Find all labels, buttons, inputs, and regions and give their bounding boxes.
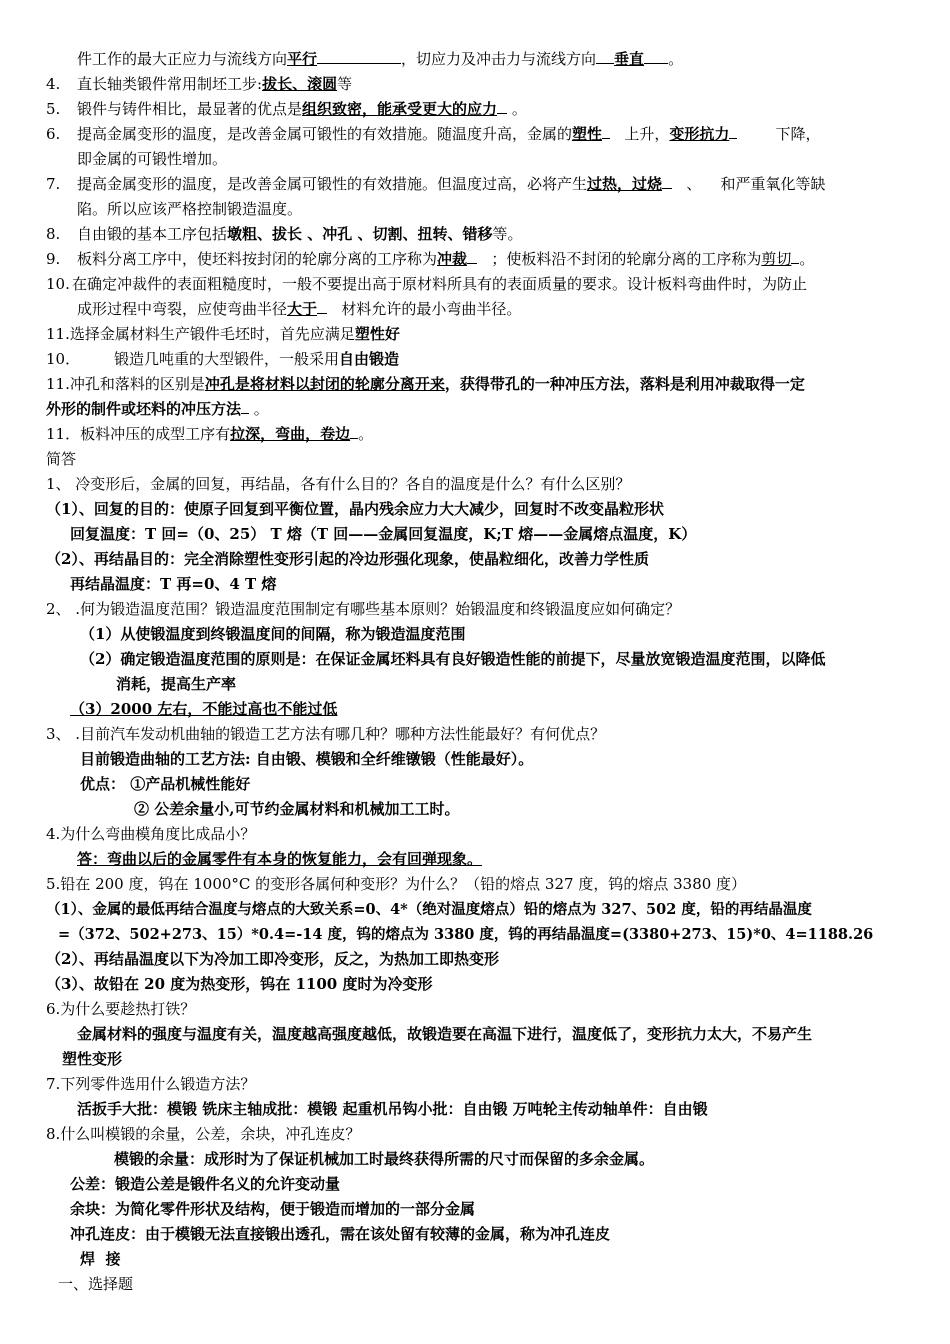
fill-blank-item-7-cont: 陷。所以应该严格控制锻造温度。 bbox=[77, 200, 303, 218]
answer-line: 塑性变形 bbox=[62, 1050, 123, 1068]
fill-blank-item-4: 4. 直长轴类锻件常用制坯工步:拔长、滚圆等 bbox=[0, 72, 950, 97]
answer-line: 再结晶温度：T 再=0、4 T 熔 bbox=[70, 575, 277, 593]
fill-blank-item-10: 10. 在确定冲裁件的表面粗糙度时，一般不要提出高于原材料所具有的表面质量的要求。设计板料弯曲件时，为防止 bbox=[46, 275, 808, 293]
fill-blank-item-10-cont: 成形过程中弯裂，应使弯曲半径大于 材料允许的最小弯曲半径。 bbox=[0, 297, 950, 322]
fill-blank-item-6-cont: 即金属的可锻性增加。 bbox=[77, 150, 228, 168]
fill-blank-item-6: 6. 提高金属变形的温度，是改善金属可锻性的有效措施。随温度升高，金属的塑性 上升，变形抗力 下降， bbox=[0, 122, 950, 147]
subsection-choice-questions: 一、选择题 bbox=[58, 1275, 134, 1293]
answer-line: （3）、故铅在 20 度为热变形，钨在 1100 度时为冷变形 bbox=[46, 975, 433, 993]
blank-underline bbox=[596, 47, 614, 64]
answer-line: 金属材料的强度与温度有关，温度越高强度越低，故锻造要在高温下进行，温度低了，变形抗力太大，不易产生 bbox=[77, 1025, 813, 1043]
fill-blank-item-11b: 11.冲孔和落料的区别是冲孔是将材料以封闭的轮廓分离开来，获得带孔的一种冲压方法，落料是利用冲裁取得一定 bbox=[0, 372, 950, 397]
fill-blank-item-9: 9. 板料分离工序中，使坯料按封闭的轮廓分离的工序称为冲裁 ；使板料沿不封闭的轮廓分离的工序称为剪切 。 bbox=[0, 247, 950, 272]
answer-line: （1）从使锻温度到终锻温度间的间隔，称为锻造温度范围 bbox=[80, 625, 466, 643]
question-5: 5.铅在 200 度，钨在 1000°C 的变形各属何种变形？为什么？（铅的熔点 327 度，钨的熔点 3380 度） bbox=[46, 875, 747, 893]
answer-blank: 塑性 bbox=[572, 125, 603, 143]
answer-blank: 剪切 bbox=[761, 250, 792, 268]
answer-blank: 拔长、滚圆 bbox=[262, 75, 338, 93]
answer-blank: 平行 bbox=[287, 50, 318, 68]
question-8: 8.什么叫模锻的余量，公差，余块，冲孔连皮？ bbox=[46, 1125, 361, 1143]
answer-blank: 冲孔是将材料以封闭的轮廓分离开来 bbox=[204, 375, 445, 393]
fill-blank-line-1: 件工作的最大正应力与流线方向平行 ，切应力及冲击力与流线方向 垂直 。 bbox=[0, 47, 950, 72]
answer-line: ② 公差余量小,可节约金属材料和机械加工工时。 bbox=[134, 800, 460, 818]
fill-blank-item-11c: 11．板料冲压的成型工序有拉深，弯曲，卷边 。 bbox=[0, 422, 950, 447]
answer-blank: 墩粗、拔长 、冲孔 、切割、扭转、错移 bbox=[227, 225, 493, 243]
answer-blank: 冲裁 bbox=[437, 250, 468, 268]
fill-blank-item-7: 7. 提高金属变形的温度，是改善金属可锻性的有效措施。但温度过高，必将产生过热，过烧 、 和严重氧化等缺 bbox=[0, 172, 950, 197]
answer-blank: 塑性好 bbox=[354, 325, 400, 343]
answer-line: 目前锻造曲轴的工艺方法: 自由锻、模锻和全纤维镦锻（性能最好）。 bbox=[80, 750, 534, 768]
question-6: 6.为什么要趁热打铁？ bbox=[46, 1000, 196, 1018]
answer-blank: 变形抗力 bbox=[669, 125, 730, 143]
fill-blank-item-8: 8. 自由锻的基本工序包括墩粗、拔长 、冲孔 、切割、扭转、错移等。 bbox=[0, 222, 950, 247]
section-heading-short-answer: 简答 bbox=[46, 450, 77, 468]
fill-blank-item-11a: 11.选择金属材料生产锻件毛坯时，首先应满足塑性好 bbox=[0, 322, 950, 347]
answer-line: =（372、502+273、15）*0.4=-14 度，钨的熔点为 3380 度，钨的再结晶温度=(3380+273、15)*0、4=1188.26 bbox=[58, 926, 874, 943]
answer-blank: 垂直 bbox=[614, 50, 645, 68]
fill-blank-item-5: 5. 锻件与铸件相比，最显著的优点是组织致密，能承受更大的应力 。 bbox=[0, 97, 950, 122]
fill-blank-item-11b-cont: 外形的制件或坯料的冲压方法 。 bbox=[0, 397, 950, 422]
answer-line: （2）、再结晶目的：完全消除塑性变形引起的冷边形强化现象，使晶粒细化，改善力学性质 bbox=[46, 550, 649, 568]
blank-underline bbox=[644, 47, 668, 64]
question-4: 4.为什么弯曲模角度比成品小？ bbox=[46, 825, 256, 843]
question-7: 7.下列零件选用什么锻造方法？ bbox=[46, 1075, 256, 1093]
answer-line: 冲孔连皮：由于模锻无法直接锻出透孔，需在该处留有较薄的金属，称为冲孔连皮 bbox=[70, 1225, 611, 1243]
answer-line: （3）2000 左右，不能过高也不能过低 bbox=[70, 700, 338, 718]
answer-line: 回复温度：T 回=（0、25） T 熔（T 回——金属回复温度，K;T 熔——金属熔点温度，K） bbox=[70, 525, 697, 543]
section-title-welding: 焊 接 bbox=[80, 1250, 121, 1268]
answer-line: （1）、回复的目的：使原子回复到平衡位置，晶内残余应力大大减少，回复时不改变晶粒形状 bbox=[46, 500, 664, 518]
answer-line: 答：弯曲以后的金属零件有本身的恢复能力，会有回弹现象。 bbox=[77, 850, 483, 868]
answer-blank: 拉深，弯曲，卷边 bbox=[230, 425, 351, 443]
answer-blank: 过热，过烧 bbox=[587, 175, 663, 193]
answer-blank: 大于 bbox=[287, 300, 318, 318]
blank-underline bbox=[317, 47, 401, 64]
question-1: 1、 冷变形后，金属的回复，再结晶，各有什么目的？各自的温度是什么？有什么区别？ bbox=[46, 475, 631, 493]
answer-line: 消耗，提高生产率 bbox=[116, 675, 237, 693]
answer-line: （1）、金属的最低再结合温度与熔点的大致关系=0、4*（绝对温度熔点）铅的熔点为 327、502 度，铅的再结晶温度 bbox=[46, 901, 812, 918]
fill-blank-item-10b: 10． 锻造几吨重的大型锻件，一般采用自由锻造 bbox=[0, 347, 950, 372]
answer-blank: 组织致密，能承受更大的应力 bbox=[302, 100, 498, 118]
answer-line: 余块：为简化零件形状及结构，便于锻造而增加的一部分金属 bbox=[70, 1200, 476, 1218]
answer-line: 模锻的余量：成形时为了保证机械加工时最终获得所需的尺寸而保留的多余金属。 bbox=[114, 1150, 655, 1168]
answer-line: 优点： ①产品机械性能好 bbox=[80, 775, 251, 793]
answer-line: （2）、再结晶温度以下为冷加工即冷变形，反之，为热加工即热变形 bbox=[46, 950, 499, 968]
answer-line: 活扳手大批：模锻 铣床主轴成批：模锻 起重机吊钩小批：自由锻 万吨轮主传动轴单件：自由锻 bbox=[77, 1100, 708, 1118]
question-3: 3、 .目前汽车发动机曲轴的锻造工艺方法有哪几种？哪种方法性能最好？有何优点？ bbox=[46, 725, 606, 743]
answer-line: 公差：锻造公差是锻件名义的允许变动量 bbox=[70, 1175, 341, 1193]
answer-line: （2）确定锻造温度范围的原则是：在保证金属坯料具有良好锻造性能的前提下，尽量放宽锻造温度范围，以降低 bbox=[80, 650, 826, 668]
question-2: 2、 .何为锻造温度范围？锻造温度范围制定有哪些基本原则？始锻温度和终锻温度应如何确定？ bbox=[46, 600, 681, 618]
answer-blank: 自由锻造 bbox=[339, 350, 400, 368]
